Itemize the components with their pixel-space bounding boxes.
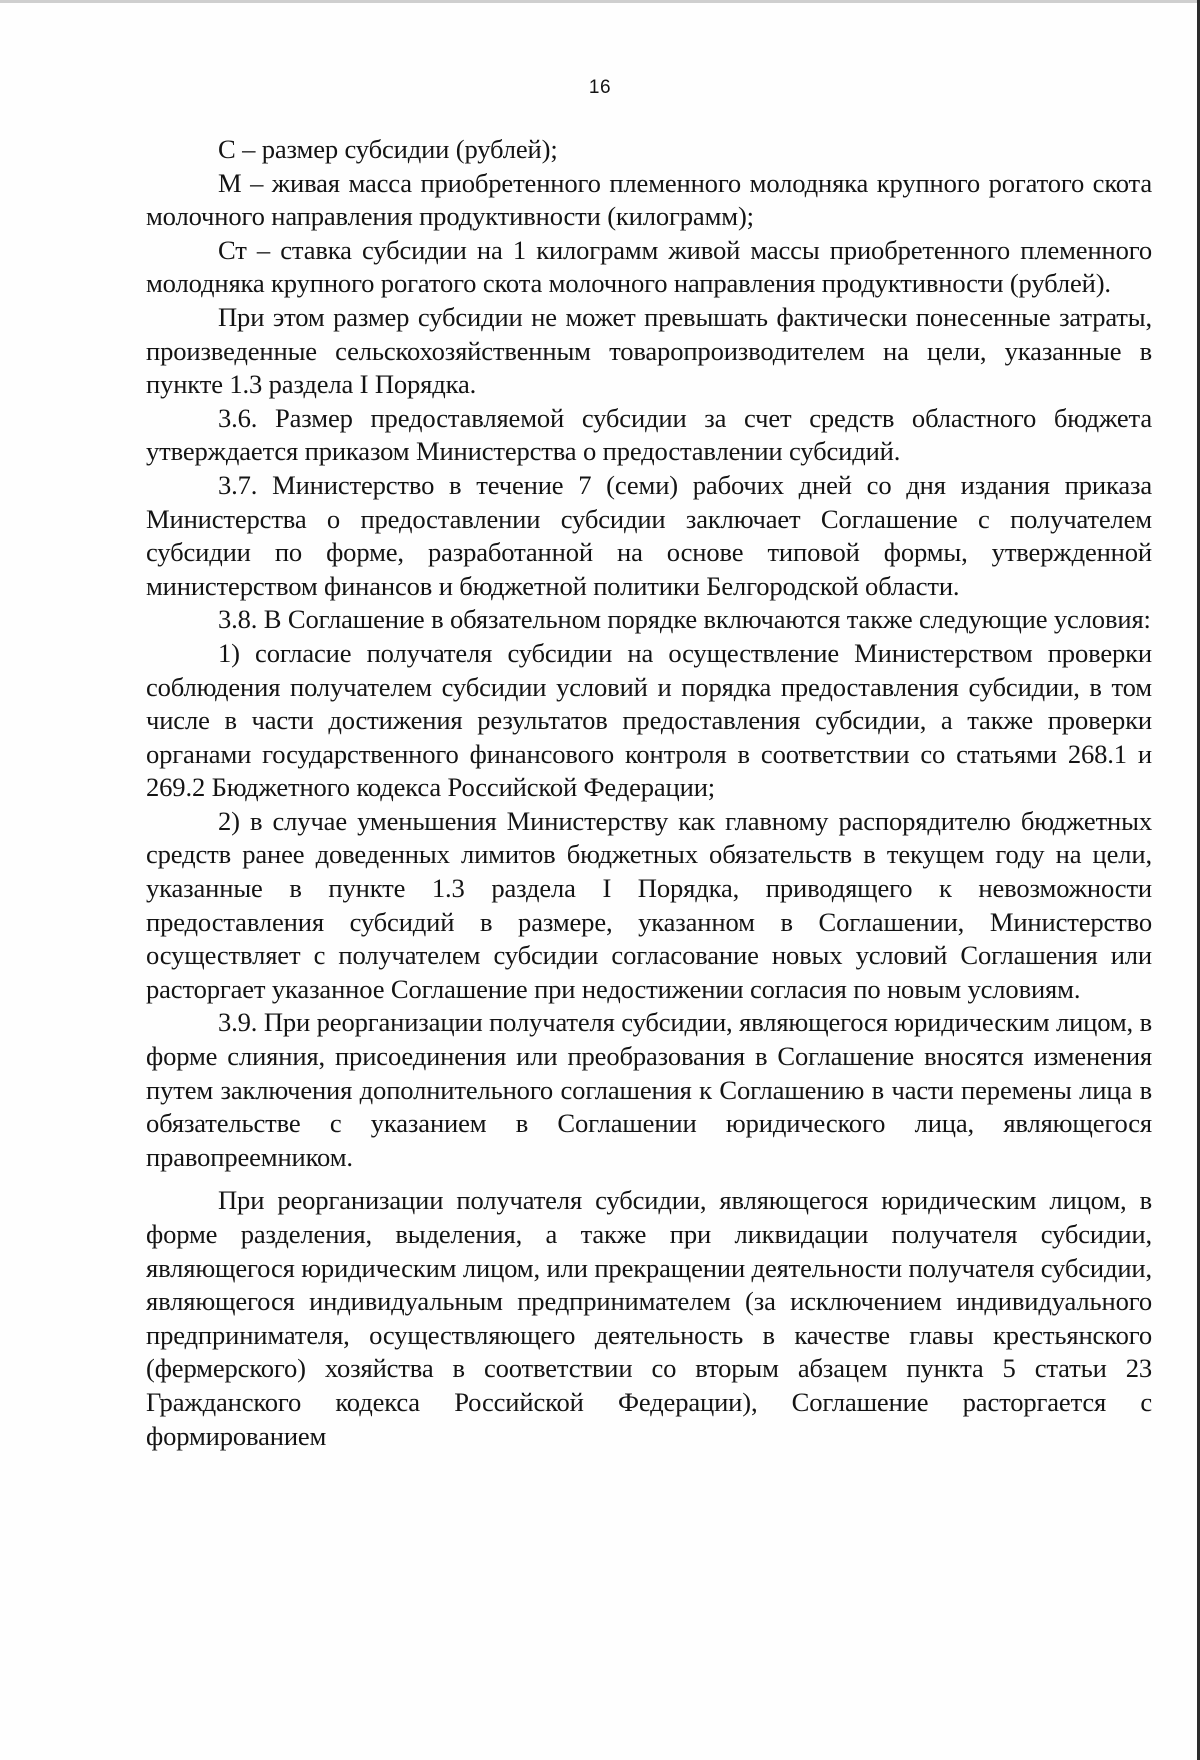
scan-edge-top (0, 0, 1200, 3)
paragraph-st-definition: Ст – ставка субсидии на 1 килограмм живой массы приобретенного племенного молодняка крупного рогатого скота молочного направления продуктивности (рублей). (146, 234, 1152, 299)
paragraph-3-8: 3.8. В Соглашение в обязательном порядке включаются также следующие условия: (218, 604, 1151, 635)
page-number: 16 (588, 77, 612, 98)
paragraph-3-6: 3.6. Размер предоставляемой субсидии за счет средств областного бюджета утверждается приказом Министерства о предоставлении субсидий. (146, 402, 1152, 467)
paragraph-3-8-item-1: 1) согласие получателя субсидии на осуществление Министерством проверки соблюдения получателем субсидии условий и порядка предоставления субсидии, в том числе в части достижения результатов предоставления субсидии, а также проверки органами государственного финансового контроля в соответствии со статьями 268.1 и 269.2 Бюджетного кодекса Российской Федерации; (146, 637, 1152, 803)
paragraph-subsidy-limit: При этом размер субсидии не может превышать фактически понесенные затраты, произведенные сельскохозяйственным товаропроизводителем на цели, указанные в пункте 1.3 раздела I Порядка. (146, 301, 1152, 400)
paragraph-c-definition: С – размер субсидии (рублей); (218, 134, 558, 164)
paragraph-3-9: 3.9. При реорганизации получателя субсидии, являющегося юридическим лицом, в форме слияния, присоединения или преобразования в Соглашение вносятся изменения путем заключения дополнительного соглашения к Соглашению в части перемены лица в обязательстве с указанием в Соглашении юридического лица, являющегося правопреемником. (146, 1007, 1152, 1172)
paragraph-3-7: 3.7. Министерство в течение 7 (семи) рабочих дней со дня издания приказа Министерства о предоставлении субсидии заключает Соглашение с получателем субсидии по форме, разработанной на основе типовой формы, утвержденной министерством финансов и бюджетной политики Белгородской области. (146, 469, 1152, 601)
paragraph-3-8-item-2: 2) в случае уменьшения Министерству как главному распорядителю бюджетных средств ранее доведенных лимитов бюджетных обязательств в текущем году на цели, указанные в пункте 1.3 раздела I Порядка, приводящего к невозможности предоставления субсидий в размере, указанном в Соглашении, Министерство осуществляет с получателем субсидии согласование новых условий Соглашения или расторгает указанное Соглашение при недостижении согласия по новым условиям. (146, 805, 1152, 1004)
paragraph-m-definition: М – живая масса приобретенного племенного молодняка крупного рогатого скота молочного направления продуктивности (килограмм); (146, 167, 1152, 232)
document-body (146, 133, 1152, 1453)
paragraph-reorganization: При реорганизации получателя субсидии, являющегося юридическим лицом, в форме разделения, выделения, а также при ликвидации получателя субсидии, являющегося юридическим лицом, или прекращении деятельности получателя субсидии, являющегося индивидуальным предпринимателем (за исключением индивидуального предпринимателя, осуществляющего деятельность в качестве главы крестьянского (фермерского) хозяйства в соответствии со вторым абзацем пункта 5 статьи 23 Гражданского кодекса Российской Федерации), Соглашение расторгается с формированием (146, 1185, 1152, 1451)
